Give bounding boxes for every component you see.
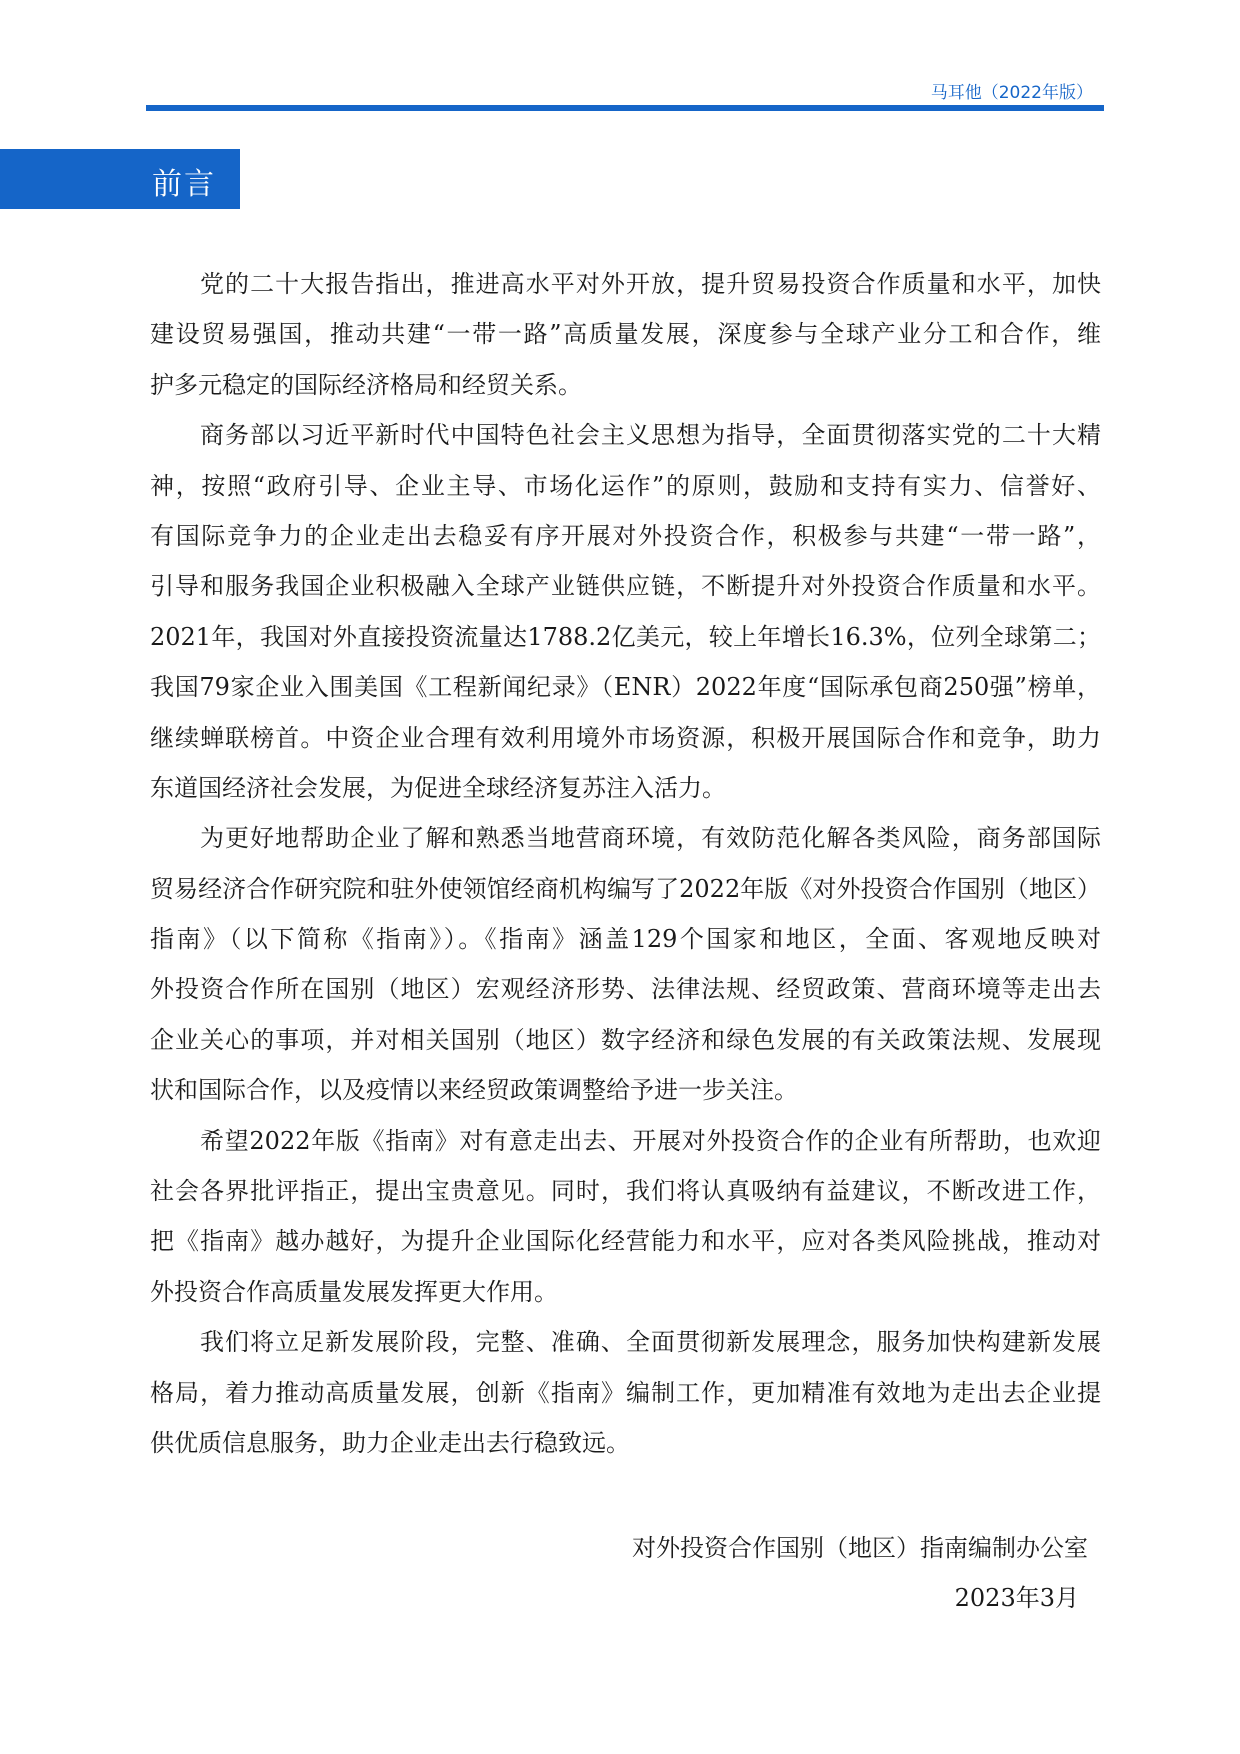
paragraph-line: 护多元稳定的国际经济格局和经贸关系。: [150, 370, 582, 399]
signature-date: 2023年3月: [954, 1584, 1079, 1612]
paragraph-line: 2021年，我国对外直接投资流量达1788.2亿美元，较上年增长16.3%，位列全球第二；: [150, 622, 1101, 651]
signature-organization: 对外投资合作国别（地区）指南编制办公室: [632, 1534, 1088, 1562]
header-rule: [146, 105, 1104, 111]
paragraph-line: 我国79家企业入围美国《工程新闻纪录》（ENR）2022年度“国际承包商250强”榜单，: [150, 673, 1101, 702]
paragraph-line: 党的二十大报告指出，推进高水平对外开放，提升贸易投资合作质量和水平，加快: [200, 270, 1101, 298]
paragraph-line: 我们将立足新发展阶段，完整、准确、全面贯彻新发展理念，服务加快构建新发展: [200, 1328, 1101, 1357]
paragraph-line: 外投资合作高质量发展发挥更大作用。: [150, 1277, 558, 1306]
paragraph-line: 状和国际合作，以及疫情以来经贸政策调整给予进一步关注。: [150, 1076, 798, 1105]
paragraph-line: 继续蝉联榜首。中资企业合理有效利用境外市场资源，积极开展国际合作和竞争，助力: [150, 723, 1101, 752]
paragraph-line: 供优质信息服务，助力企业走出去行稳致远。: [150, 1428, 630, 1457]
paragraph-line: 贸易经济合作研究院和驻外使领馆经商机构编写了2022年版《对外投资合作国别（地区）: [150, 874, 1101, 903]
paragraph-line: 引导和服务我国企业积极融入全球产业链供应链，不断提升对外投资合作质量和水平。: [150, 572, 1101, 601]
paragraph-line: 把《指南》越办越好，为提升企业国际化经营能力和水平，应对各类风险挑战，推动对: [150, 1227, 1101, 1256]
paragraph-line: 企业关心的事项，并对相关国别（地区）数字经济和绿色发展的有关政策法规、发展现: [150, 1025, 1101, 1054]
paragraph-line: 建设贸易强国，推动共建“一带一路”高质量发展，深度参与全球产业分工和合作，维: [150, 320, 1101, 349]
paragraph-line: 商务部以习近平新时代中国特色社会主义思想为指导，全面贯彻落实党的二十大精: [200, 421, 1101, 450]
paragraph-line: 格局，着力推动高质量发展，创新《指南》编制工作，更加精准有效地为走出去企业提: [150, 1378, 1101, 1407]
paragraph-line: 指南》（以下简称《指南》）。《指南》涵盖129个国家和地区，全面、客观地反映对: [150, 925, 1101, 954]
paragraph-line: 东道国经济社会发展，为促进全球经济复苏注入活力。: [150, 773, 726, 802]
running-header-title: 马耳他（2022年版）: [930, 83, 1093, 103]
section-title-box: [0, 149, 240, 209]
section-title: 前言: [152, 167, 216, 202]
paragraph-line: 有国际竞争力的企业走出去稳妥有序开展对外投资合作，积极参与共建“一带一路”，: [150, 521, 1101, 550]
paragraph-line: 希望2022年版《指南》对有意走出去、开展对外投资合作的企业有所帮助，也欢迎: [200, 1126, 1101, 1155]
paragraph-line: 外投资合作所在国别（地区）宏观经济形势、法律法规、经贸政策、营商环境等走出去: [150, 975, 1101, 1004]
paragraph-line: 为更好地帮助企业了解和熟悉当地营商环境，有效防范化解各类风险，商务部国际: [200, 824, 1101, 853]
paragraph-line: 神，按照“政府引导、企业主导、市场化运作”的原则，鼓励和支持有实力、信誉好、: [150, 471, 1101, 500]
paragraph-line: 社会各界批评指正，提出宝贵意见。同时，我们将认真吸纳有益建议，不断改进工作，: [150, 1177, 1101, 1206]
preface-body: [150, 259, 1101, 1468]
